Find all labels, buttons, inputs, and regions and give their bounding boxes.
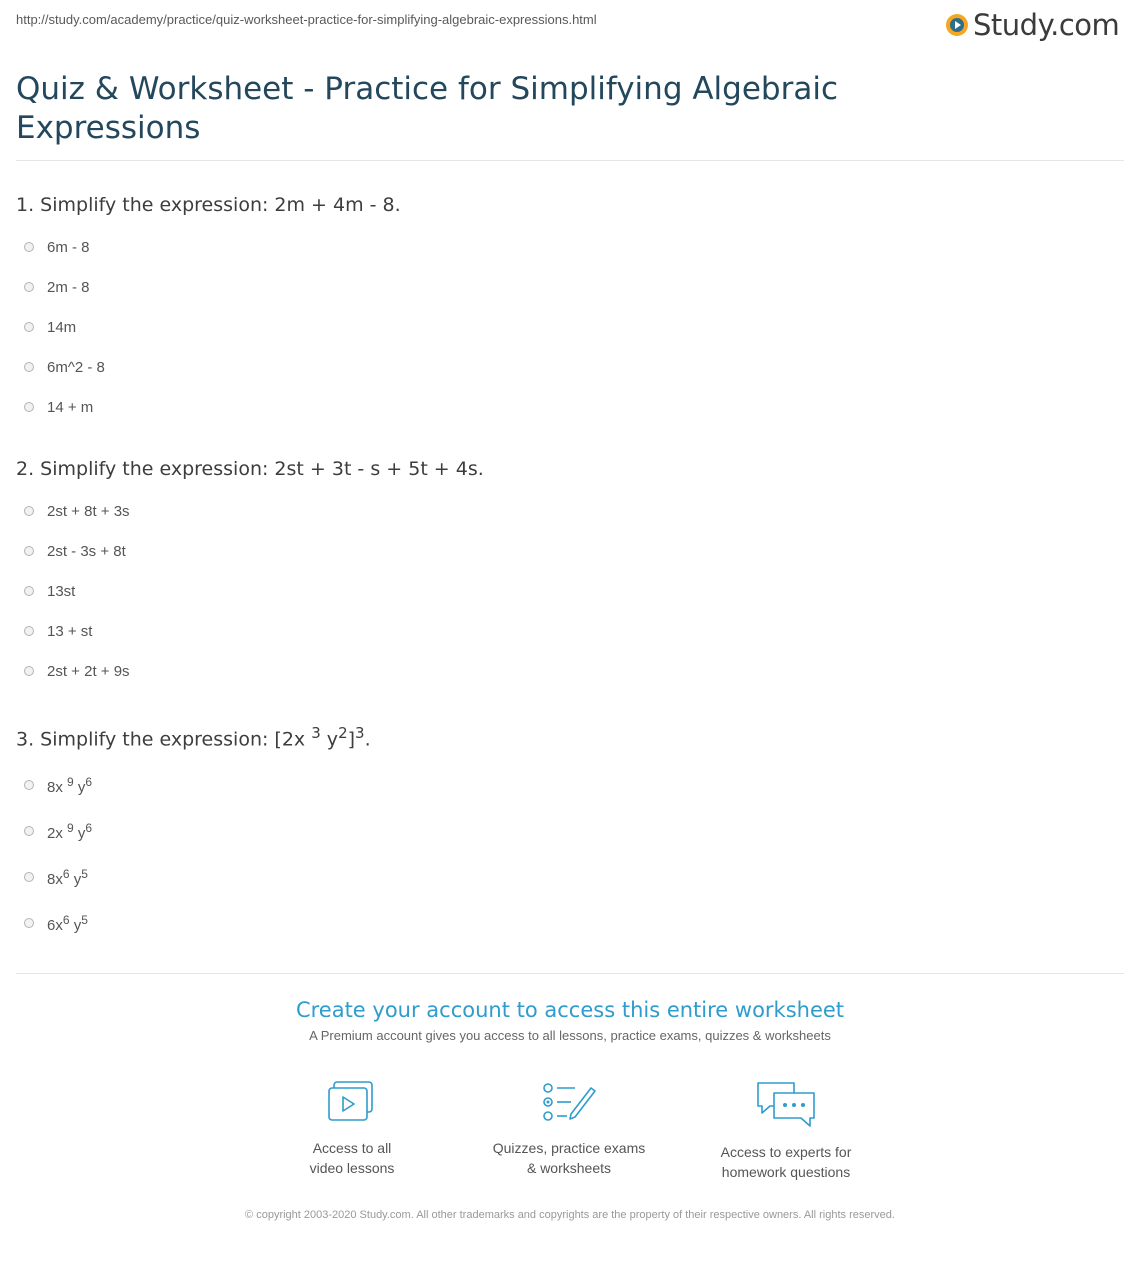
radio-button[interactable] [24,826,34,836]
radio-button[interactable] [24,666,34,676]
option-label: $6x^6$ $y^5$ [47,912,88,934]
copyright-footer: © copyright 2003-2020 Study.com. All other trademarks and copyrights are the property of their respective owners. All rights reserved. [245,1209,895,1221]
radio-button[interactable] [24,586,34,596]
option-label: 2m - 8 [47,278,90,296]
question-3-option[interactable] [24,820,92,842]
exponent: 3 [311,724,321,742]
option-label: $8x^6$ $y^5$ [47,866,88,888]
option-label: 14 + m [47,398,94,416]
title-divider [16,160,1124,161]
chat-bubbles-icon [754,1080,818,1130]
radio-button[interactable] [24,506,34,516]
radio-button[interactable] [24,242,34,252]
page-url: http://study.com/academy/practice/quiz-worksheet-practice-for-simplifying-algebraic-expressions.html [16,12,597,27]
option-label: 6m - 8 [47,238,90,256]
option-label: 14m [47,318,77,336]
feature-label: Access to all video lessons [309,1140,395,1176]
create-account-link[interactable]: Create your account to access this entire worksheet [295,998,845,1022]
option-label: 13st [47,582,76,600]
question-2-option[interactable] [24,620,92,642]
quiz-checklist-icon [541,1080,597,1126]
question-1-option[interactable] [24,396,93,418]
question-2-option[interactable] [24,660,130,682]
feature-quizzes [479,1080,659,1178]
radio-button[interactable] [24,362,34,372]
prompt-text: y [320,728,339,751]
question-2-prompt: 2. Simplify the expression: 2st + 3t - s + 5t + 4s. [16,458,484,480]
question-1-option[interactable] [24,316,76,338]
radio-button[interactable] [24,322,34,332]
page-title: Quiz & Worksheet - Practice for Simplifying Algebraic Expressions [16,71,838,146]
logo-text: Study.com [973,8,1120,42]
radio-button[interactable] [24,402,34,412]
option-label: 8x $^9$ $y^6$ [47,774,93,796]
question-1-prompt: 1. Simplify the expression: 2m + 4m - 8. [16,194,401,216]
feature-experts [696,1080,876,1182]
radio-button[interactable] [24,282,34,292]
video-lessons-icon [326,1080,378,1126]
radio-button[interactable] [24,780,34,790]
option-label: 6m^2 - 8 [47,358,105,376]
question-3-prompt [16,724,371,750]
radio-button[interactable] [24,872,34,882]
radio-button[interactable] [24,626,34,636]
question-1-option[interactable] [24,236,90,258]
prompt-text: ] [347,728,356,751]
question-2-option[interactable] [24,580,75,602]
option-label: 2st + 8t + 3s [47,502,130,520]
radio-button[interactable] [24,546,34,556]
play-logo-icon [946,14,968,36]
question-3-option[interactable] [24,866,88,888]
option-label: 13 + st [47,622,93,640]
question-2-option[interactable] [24,500,130,522]
feature-label: Quizzes, practice exams & worksheets [492,1140,646,1176]
option-label: 2st + 2t + 9s [47,662,130,680]
question-1-option[interactable] [24,276,90,298]
radio-button[interactable] [24,918,34,928]
option-label: 2st - 3s + 8t [47,542,126,560]
prompt-text: 3. Simplify the expression: [2x [16,728,312,751]
question-1-option[interactable] [24,356,105,378]
question-2-option[interactable] [24,540,126,562]
option-label: 2x $^9$ $y^6$ [47,820,93,842]
quiz-divider [16,973,1124,974]
prompt-text: . [364,728,371,751]
top-bar [0,0,1140,50]
exponent: 3 [355,724,365,742]
exponent: 2 [338,724,348,742]
study-logo[interactable] [946,8,1119,42]
premium-description: A Premium account gives you access to all lessons, practice exams, quizzes & worksheets [309,1028,831,1043]
feature-label: Access to experts for homework questions [720,1144,852,1180]
question-3-option[interactable] [24,774,92,796]
feature-video-lessons [262,1080,442,1178]
question-3-option[interactable] [24,912,88,934]
